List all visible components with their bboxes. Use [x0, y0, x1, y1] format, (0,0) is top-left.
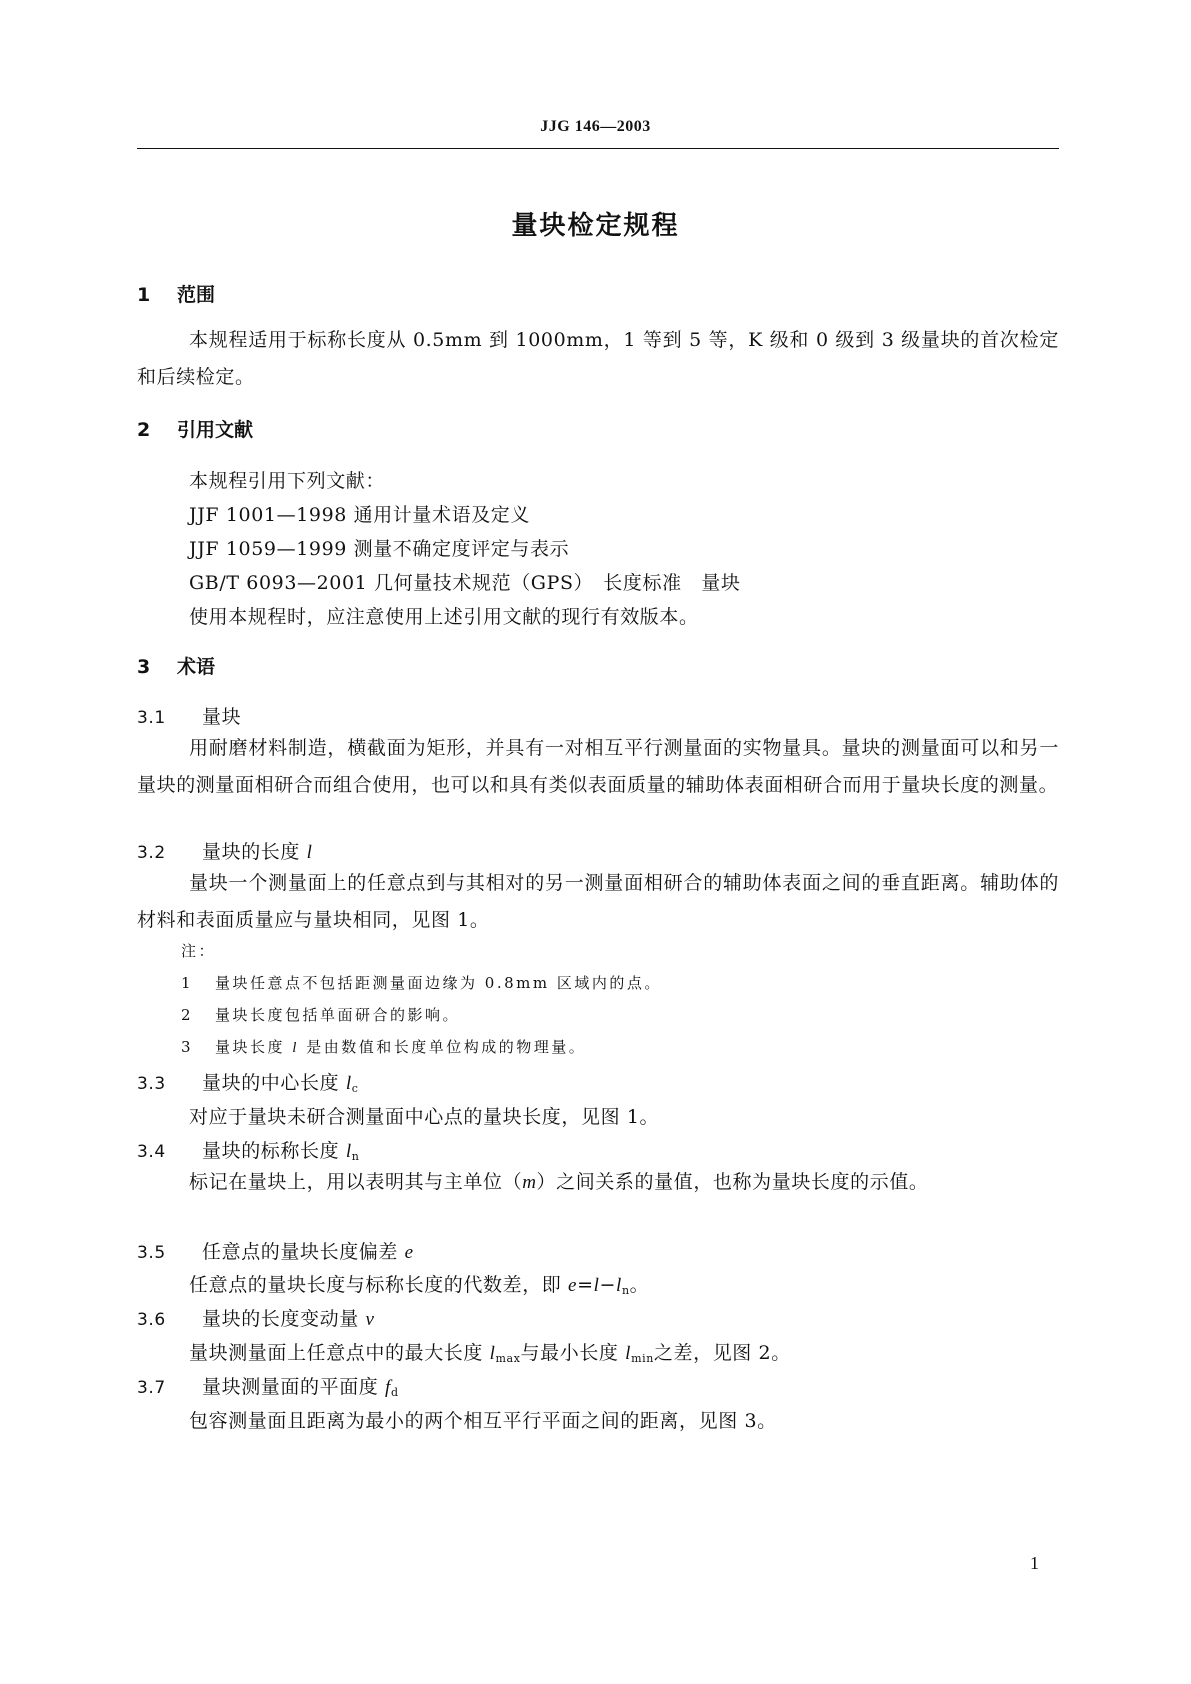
definition-text: 。: [629, 1274, 650, 1296]
term-3-6-definition: [189, 1338, 791, 1365]
reference-item: JJF 1059—1999 测量不确定度评定与表示: [189, 538, 570, 560]
definition-text: ）之间关系的量值，也称为量块长度的示值。: [536, 1171, 929, 1193]
lmin-subscript: min: [631, 1352, 654, 1365]
note-number: 3: [181, 1038, 191, 1056]
section-1-heading: [137, 280, 1059, 307]
equation-ln-subscript: n: [621, 1284, 630, 1297]
definition-text: 量块测量面上任意点中的最大长度: [189, 1342, 490, 1364]
note-item: [181, 1036, 586, 1057]
document-title: 量块检定规程: [511, 211, 680, 241]
term-3-4-heading: [137, 1136, 359, 1163]
term-title: 量块的长度: [202, 841, 301, 863]
term-symbol: v: [365, 1309, 375, 1330]
term-3-1-definition: 用耐磨材料制造，横截面为矩形，并具有一对相互平行测量面的实物量具。量块的测量面可以和另一量块的测量面相研合而组合使用，也可以和具有类似表面质量的辅助体表面相研合而用于量块长度的测量。: [137, 737, 1059, 796]
note-number: 1: [181, 974, 191, 992]
term-3-7-heading: [137, 1372, 399, 1399]
note-item: [181, 972, 662, 993]
lmax-symbol: l: [489, 1343, 496, 1364]
page-number: 1: [1030, 1553, 1039, 1573]
equation-e: e: [568, 1275, 578, 1296]
page-header-doc-code: JJG 146—2003: [540, 118, 651, 135]
term-symbol: e: [404, 1242, 414, 1263]
term-3-1-heading: [137, 702, 241, 729]
definition-text: 标记在量块上，用以表明其与主单位（: [189, 1171, 523, 1193]
unit-symbol: m: [522, 1172, 537, 1193]
section-title: 引用文献: [177, 419, 254, 441]
term-3-3-definition: 对应于量块未研合测量面中心点的量块长度，见图 1。: [189, 1106, 660, 1128]
term-3-4-definition: [137, 1164, 1059, 1201]
lmin-symbol: l: [625, 1343, 632, 1364]
term-3-5-heading: [137, 1237, 414, 1264]
term-title: 任意点的量块长度偏差: [202, 1241, 399, 1263]
equation-equals: =: [577, 1274, 594, 1296]
term-number: 3.3: [137, 1074, 166, 1094]
note-symbol: l: [292, 1040, 299, 1056]
term-symbol: f: [385, 1377, 391, 1398]
term-3-7-definition: 包容测量面且距离为最小的两个相互平行平面之间的距离，见图 3。: [189, 1410, 777, 1432]
term-symbol-subscript: d: [390, 1386, 399, 1399]
term-title: 量块的长度变动量: [202, 1308, 359, 1330]
equation-ln: l: [616, 1275, 622, 1296]
section-1-body: 本规程适用于标称长度从 0.5mm 到 1000mm，1 等到 5 等，K 级和 0 级到 3 级量块的首次检定和后续检定。: [137, 329, 1059, 388]
term-3-2-definition: 量块一个测量面上的任意点到与其相对的另一测量面相研合的辅助体表面之间的垂直距离。辅助体的材料和表面质量应与量块相同，见图 1。: [137, 872, 1059, 931]
note-text: 是由数值和长度单位构成的物理量。: [306, 1038, 587, 1056]
term-number: 3.7: [137, 1378, 166, 1398]
term-3-3-heading: [137, 1068, 359, 1095]
section-title: 术语: [177, 656, 216, 678]
equation-l: l: [593, 1275, 600, 1296]
section-3-heading: [137, 652, 1059, 679]
term-title: 量块: [202, 706, 242, 728]
definition-text: 与最小长度: [520, 1342, 626, 1364]
term-3-5-definition: [189, 1270, 649, 1297]
equation-minus: −: [599, 1274, 617, 1296]
term-number: 3.6: [137, 1310, 166, 1330]
section-number: 1: [137, 284, 151, 306]
term-3-2-heading: [137, 837, 313, 864]
term-3-6-heading: [137, 1304, 375, 1331]
definition-text: 任意点的量块长度与标称长度的代数差，即: [189, 1274, 569, 1296]
term-symbol: l: [306, 842, 313, 863]
term-title: 量块的中心长度: [202, 1072, 340, 1094]
note-item: [181, 1004, 460, 1025]
reference-item: GB/T 6093—2001 几何量技术规范（GPS） 长度标准 量块: [189, 572, 741, 594]
term-number: 3.4: [137, 1142, 166, 1162]
term-number: 3.1: [137, 708, 166, 728]
term-number: 3.5: [137, 1243, 166, 1263]
notes-label: 注：: [181, 942, 217, 960]
term-title: 量块的标称长度: [202, 1140, 340, 1162]
section-number: 3: [137, 656, 151, 678]
term-title: 量块测量面的平面度: [202, 1376, 379, 1398]
term-symbol: l: [345, 1073, 352, 1094]
definition-text: 之差，见图 2。: [653, 1342, 791, 1364]
note-text: 量块任意点不包括距测量面边缘为 0.8mm 区域内的点。: [215, 974, 662, 992]
term-symbol-subscript: n: [351, 1150, 360, 1163]
note-text: 量块长度: [215, 1038, 286, 1056]
term-symbol: l: [345, 1141, 352, 1162]
reference-note: 使用本规程时，应注意使用上述引用文献的现行有效版本。: [189, 606, 699, 628]
term-symbol-subscript: c: [351, 1082, 359, 1095]
term-number: 3.2: [137, 843, 166, 863]
note-number: 2: [181, 1006, 191, 1024]
section-title: 范围: [177, 284, 216, 306]
section-number: 2: [137, 419, 151, 441]
header-rule: [137, 148, 1059, 149]
lmax-subscript: max: [495, 1352, 521, 1365]
reference-intro: 本规程引用下列文献：: [189, 470, 386, 492]
section-2-heading: [137, 415, 1059, 442]
note-text: 量块长度包括单面研合的影响。: [215, 1006, 461, 1024]
reference-item: JJF 1001—1998 通用计量术语及定义: [189, 504, 531, 526]
